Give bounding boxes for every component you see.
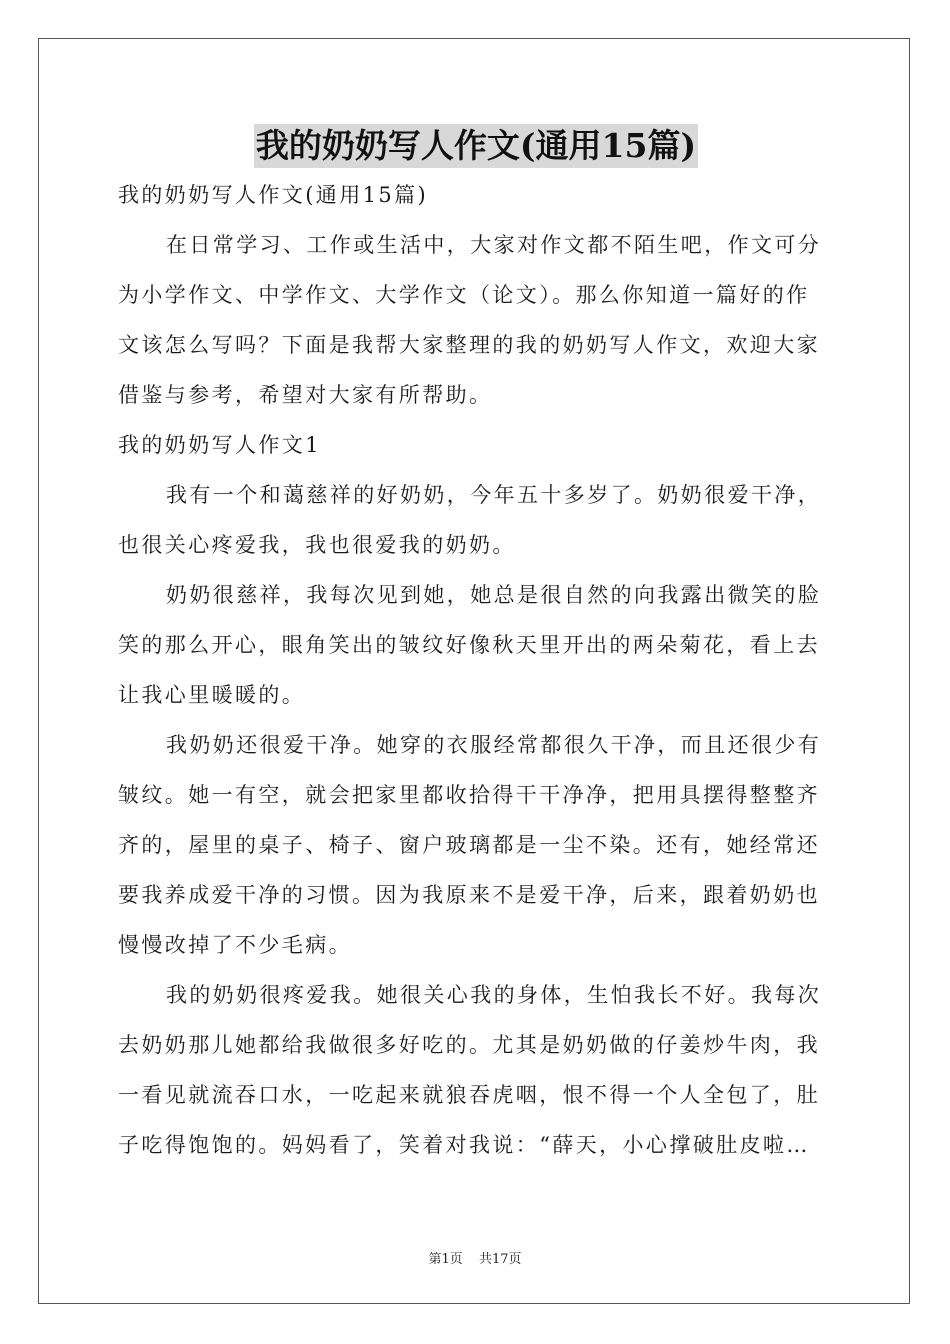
- title-wrap: [118, 124, 834, 168]
- page-footer: [0, 1248, 950, 1267]
- text-line: 我的奶奶写人作文(通用15篇): [118, 183, 429, 207]
- text-line: 我的奶奶很疼爱我。她很关心我的身体，生怕我长不好。我每次: [166, 983, 822, 1007]
- text-line: 文该怎么写吗？下面是我帮大家整理的我的奶奶写人作文，欢迎大家: [118, 333, 820, 357]
- text-line: 为小学作文、中学作文、大学作文（论文）。那么你知道一篇好的作: [118, 283, 810, 307]
- page-number: 第1页: [428, 1252, 463, 1267]
- text-line: 在日常学习、工作或生活中，大家对作文都不陌生吧，作文可分: [166, 233, 822, 257]
- text-line: 我的奶奶写人作文1: [118, 433, 321, 457]
- text-line: 皱纹。她一有空，就会把家里都收拾得干干净净，把用具摆得整整齐: [118, 783, 820, 807]
- text-line: 我有一个和蔼慈祥的好奶奶，今年五十多岁了。奶奶很爱干净，: [166, 483, 822, 507]
- text-line: 我奶奶还很爱干净。她穿的衣服经常都很久干净，而且还很少有: [166, 733, 822, 757]
- text-line: 慢慢改掉了不少毛病。: [118, 933, 352, 957]
- text-line: 一看见就流吞口水，一吃起来就狼吞虎咽，恨不得一个人全包了，肚: [118, 1083, 820, 1107]
- text-line: 子吃得饱饱的。妈妈看了，笑着对我说：“薛天，小心撑破肚皮啦…: [118, 1133, 810, 1157]
- document-body: [118, 124, 834, 1170]
- text-line: 去奶奶那儿她都给我做很多好吃的。尤其是奶奶做的仔姜炒牛肉，我: [118, 1033, 820, 1057]
- text-line: 借鉴与参考，希望对大家有所帮助。: [118, 383, 493, 407]
- text-line: 笑的那么开心，眼角笑出的皱纹好像秋天里开出的两朵菊花，看上去: [118, 633, 820, 657]
- document-title: 我的奶奶写人作文(通用15篇): [254, 124, 698, 168]
- text-line: 也很关心疼爱我，我也很爱我的奶奶。: [118, 533, 516, 557]
- text-line: 让我心里暖暖的。: [118, 683, 306, 707]
- text-line: 要我养成爱干净的习惯。因为我原来不是爱干净，后来，跟着奶奶也: [118, 883, 820, 907]
- text-lines: [118, 170, 834, 1170]
- text-line: 齐的，屋里的桌子、椅子、窗户玻璃都是一尘不染。还有，她经常还: [118, 833, 820, 857]
- page-total: 共17页: [478, 1252, 522, 1267]
- text-line: 奶奶很慈祥，我每次见到她，她总是很自然的向我露出微笑的脸: [166, 583, 822, 607]
